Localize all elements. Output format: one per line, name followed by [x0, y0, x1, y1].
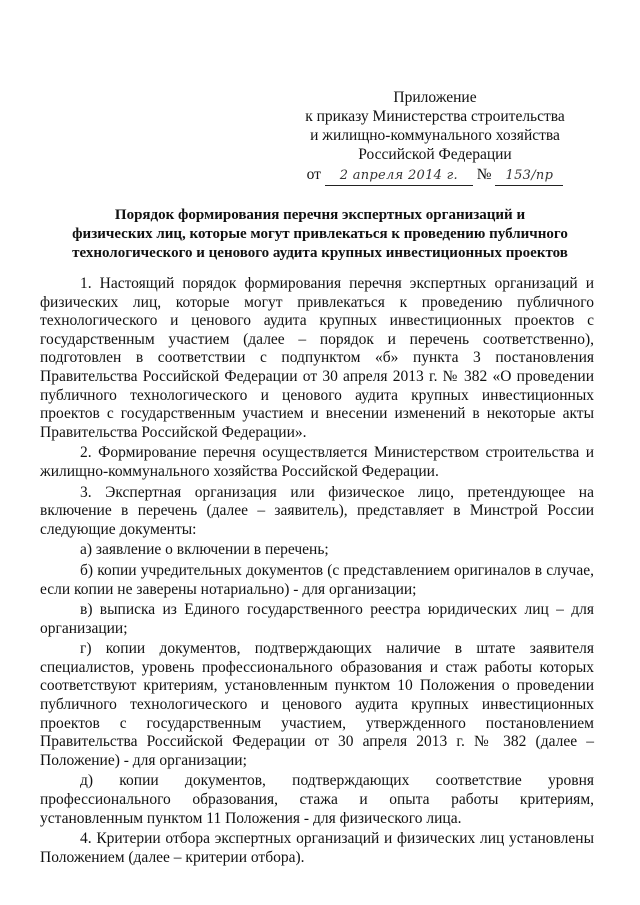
appendix-header [300, 88, 570, 186]
handwritten-date: 2 апреля 2014 г. [325, 166, 473, 186]
title-line: технологического и ценового аудита крупных инвестиционных проектов [72, 245, 568, 261]
paragraph-2: 2. Формирование перечня осуществляется Министерством строительства и жилищно-коммунального хозяйства Российской Федерации. [40, 444, 594, 480]
appendix-label: Приложение [393, 89, 477, 106]
paragraph-3: 3. Экспертная организация или физическое лицо, претендующее на включение в перечень (далее – заявитель), представляет в Минстрой России следующие документы: [40, 483, 594, 538]
appendix-order-ref: к приказу Министерства строительства [305, 108, 565, 125]
paragraph-3v: в) выписка из Единого государственного реестра юридических лиц – для организации; [40, 601, 594, 637]
appendix-country: Российской Федерации [358, 146, 512, 163]
date-prefix: от [306, 166, 321, 183]
paragraph-3a: а) заявление о включении в перечень; [80, 541, 329, 559]
paragraph-3d: д) копии документов, подтверждающих соответствие уровня профессионального образования, стажа и опыта работы критериям, установленным пунктом 11 Положения - для физического лица. [40, 772, 594, 827]
title-line: физических лиц, которые могут привлекаться к проведению публичного [72, 226, 568, 242]
paragraph-4: 4. Критерии отбора экспертных организаций и физических лиц установлены Положением (далее – критерии отбора). [40, 830, 594, 866]
handwritten-number: 153/пр [495, 166, 563, 186]
appendix-ministry: и жилищно-коммунального хозяйства [310, 127, 560, 144]
title-line: Порядок формирования перечня экспертных организаций и [114, 207, 526, 223]
paragraph-3b: б) копии учредительных документов (с представлением оригиналов в случае, если копии не заверены нотариально) - для организации; [40, 561, 594, 598]
appendix-date-line [300, 165, 570, 186]
document-title [60, 206, 580, 263]
document-body [40, 275, 594, 867]
paragraph-3g: г) копии документов, подтверждающих наличие в штате заявителя специалистов, уровень профессионального образования и стаж работы которых соответствуют критериям, установленным пунктом 10 Положения о проведении публичного технологического и ценового аудита крупных инвестиционных проектов с государственным участием, утвержденного постановлением Правительства Российской Федерации от 30 апреля 2013 г. № 382 (далее – Положение) - для организации; [40, 640, 594, 769]
paragraph-1: 1. Настоящий порядок формирования перечня экспертных организаций и физических лиц, которые могут привлекаться к проведению публичного технологического и ценового аудита крупных инвестиционных проектов с государственным участием (далее – порядок и перечень соответственно), подготовлен в соответствии с подпунктом «б» пункта 3 постановления Правительства Российской Федерации от 30 апреля 2013 г. № 382 «О проведении публичного технологического и ценового аудита крупных инвестиционных проектов с государственным участием и внесении изменений в некоторые акты Правительства Российской Федерации». [40, 275, 594, 441]
number-prefix: № [476, 166, 492, 183]
